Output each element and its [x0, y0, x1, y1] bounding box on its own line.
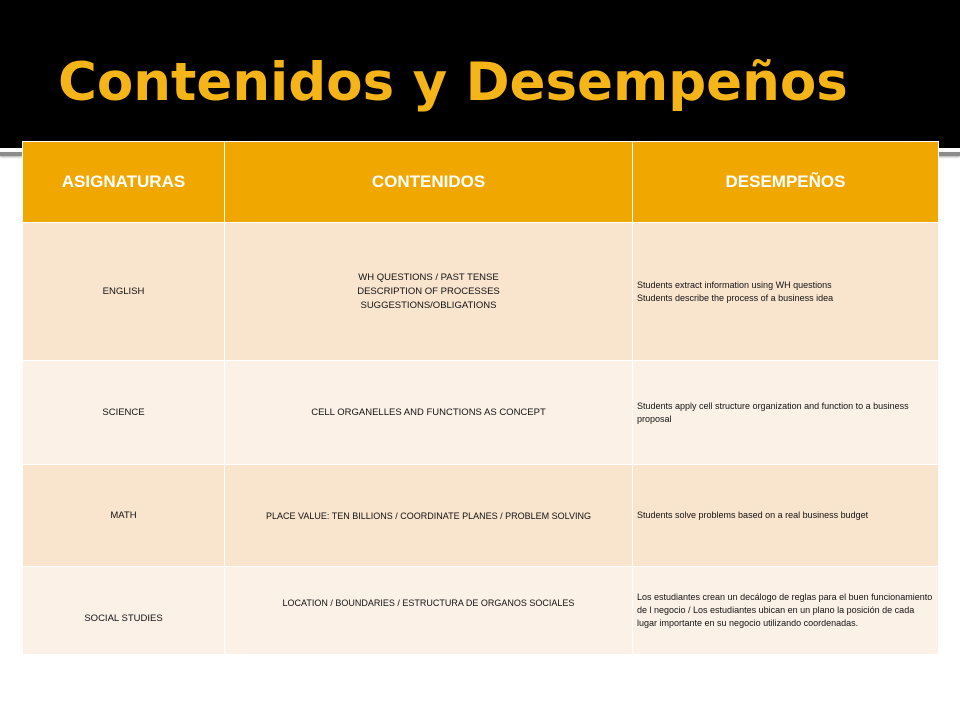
- header-contenidos: CONTENIDOS: [225, 142, 633, 223]
- contents-cell: [225, 361, 633, 465]
- performance-line: Students apply cell structure organization and function to a business proposal: [637, 400, 909, 424]
- table-row: [23, 361, 939, 465]
- divider-left: [0, 152, 22, 156]
- header-desempenos: DESEMPEÑOS: [633, 142, 939, 223]
- contents-table: [22, 141, 939, 655]
- subject-cell: SOCIAL STUDIES: [23, 567, 225, 655]
- performance-cell: [633, 223, 939, 361]
- contents-line: SUGGESTIONS/OBLIGATIONS: [360, 299, 497, 311]
- table-row: [23, 465, 939, 567]
- header-asignaturas: ASIGNATURAS: [23, 142, 225, 223]
- subject-cell: ENGLISH: [23, 223, 225, 361]
- contents-line: CELL ORGANELLES AND FUNCTIONS AS CONCEPT: [311, 406, 546, 418]
- performance-cell: [633, 465, 939, 567]
- contents-line: DESCRIPTION OF PROCESSES: [357, 285, 500, 297]
- slide-title: Contenidos y Desempeños: [58, 52, 848, 113]
- performance-line: Students describe the process of a business idea: [637, 292, 834, 303]
- subject-cell: MATH: [23, 465, 225, 567]
- table-row: [23, 567, 939, 655]
- contents-line: PLACE VALUE: TEN BILLIONS / COORDINATE PLANES / PROBLEM SOLVING: [266, 510, 591, 521]
- contents-line: LOCATION / BOUNDARIES / ESTRUCTURA DE ORGANOS SOCIALES: [282, 597, 575, 608]
- divider-right: [938, 152, 960, 156]
- contents-cell: [225, 465, 633, 567]
- performance-line: Students extract information using WH questions: [637, 279, 832, 290]
- table-header-row: [23, 142, 939, 223]
- contents-line: WH QUESTIONS / PAST TENSE: [358, 271, 499, 283]
- performance-line: Students solve problems based on a real business budget: [637, 510, 869, 520]
- performance-line: Los estudiantes crean un decálogo de reglas para el buen funcionamiento de l negocio / Los estudiantes ubican en un plano la posición de cada lugar importante en su negocio utilizando coordenadas.: [637, 592, 933, 628]
- contents-cell: [225, 567, 633, 655]
- table-row: [23, 223, 939, 361]
- performance-cell: [633, 361, 939, 465]
- performance-cell: [633, 567, 939, 655]
- subject-cell: SCIENCE: [23, 361, 225, 465]
- contents-cell: [225, 223, 633, 361]
